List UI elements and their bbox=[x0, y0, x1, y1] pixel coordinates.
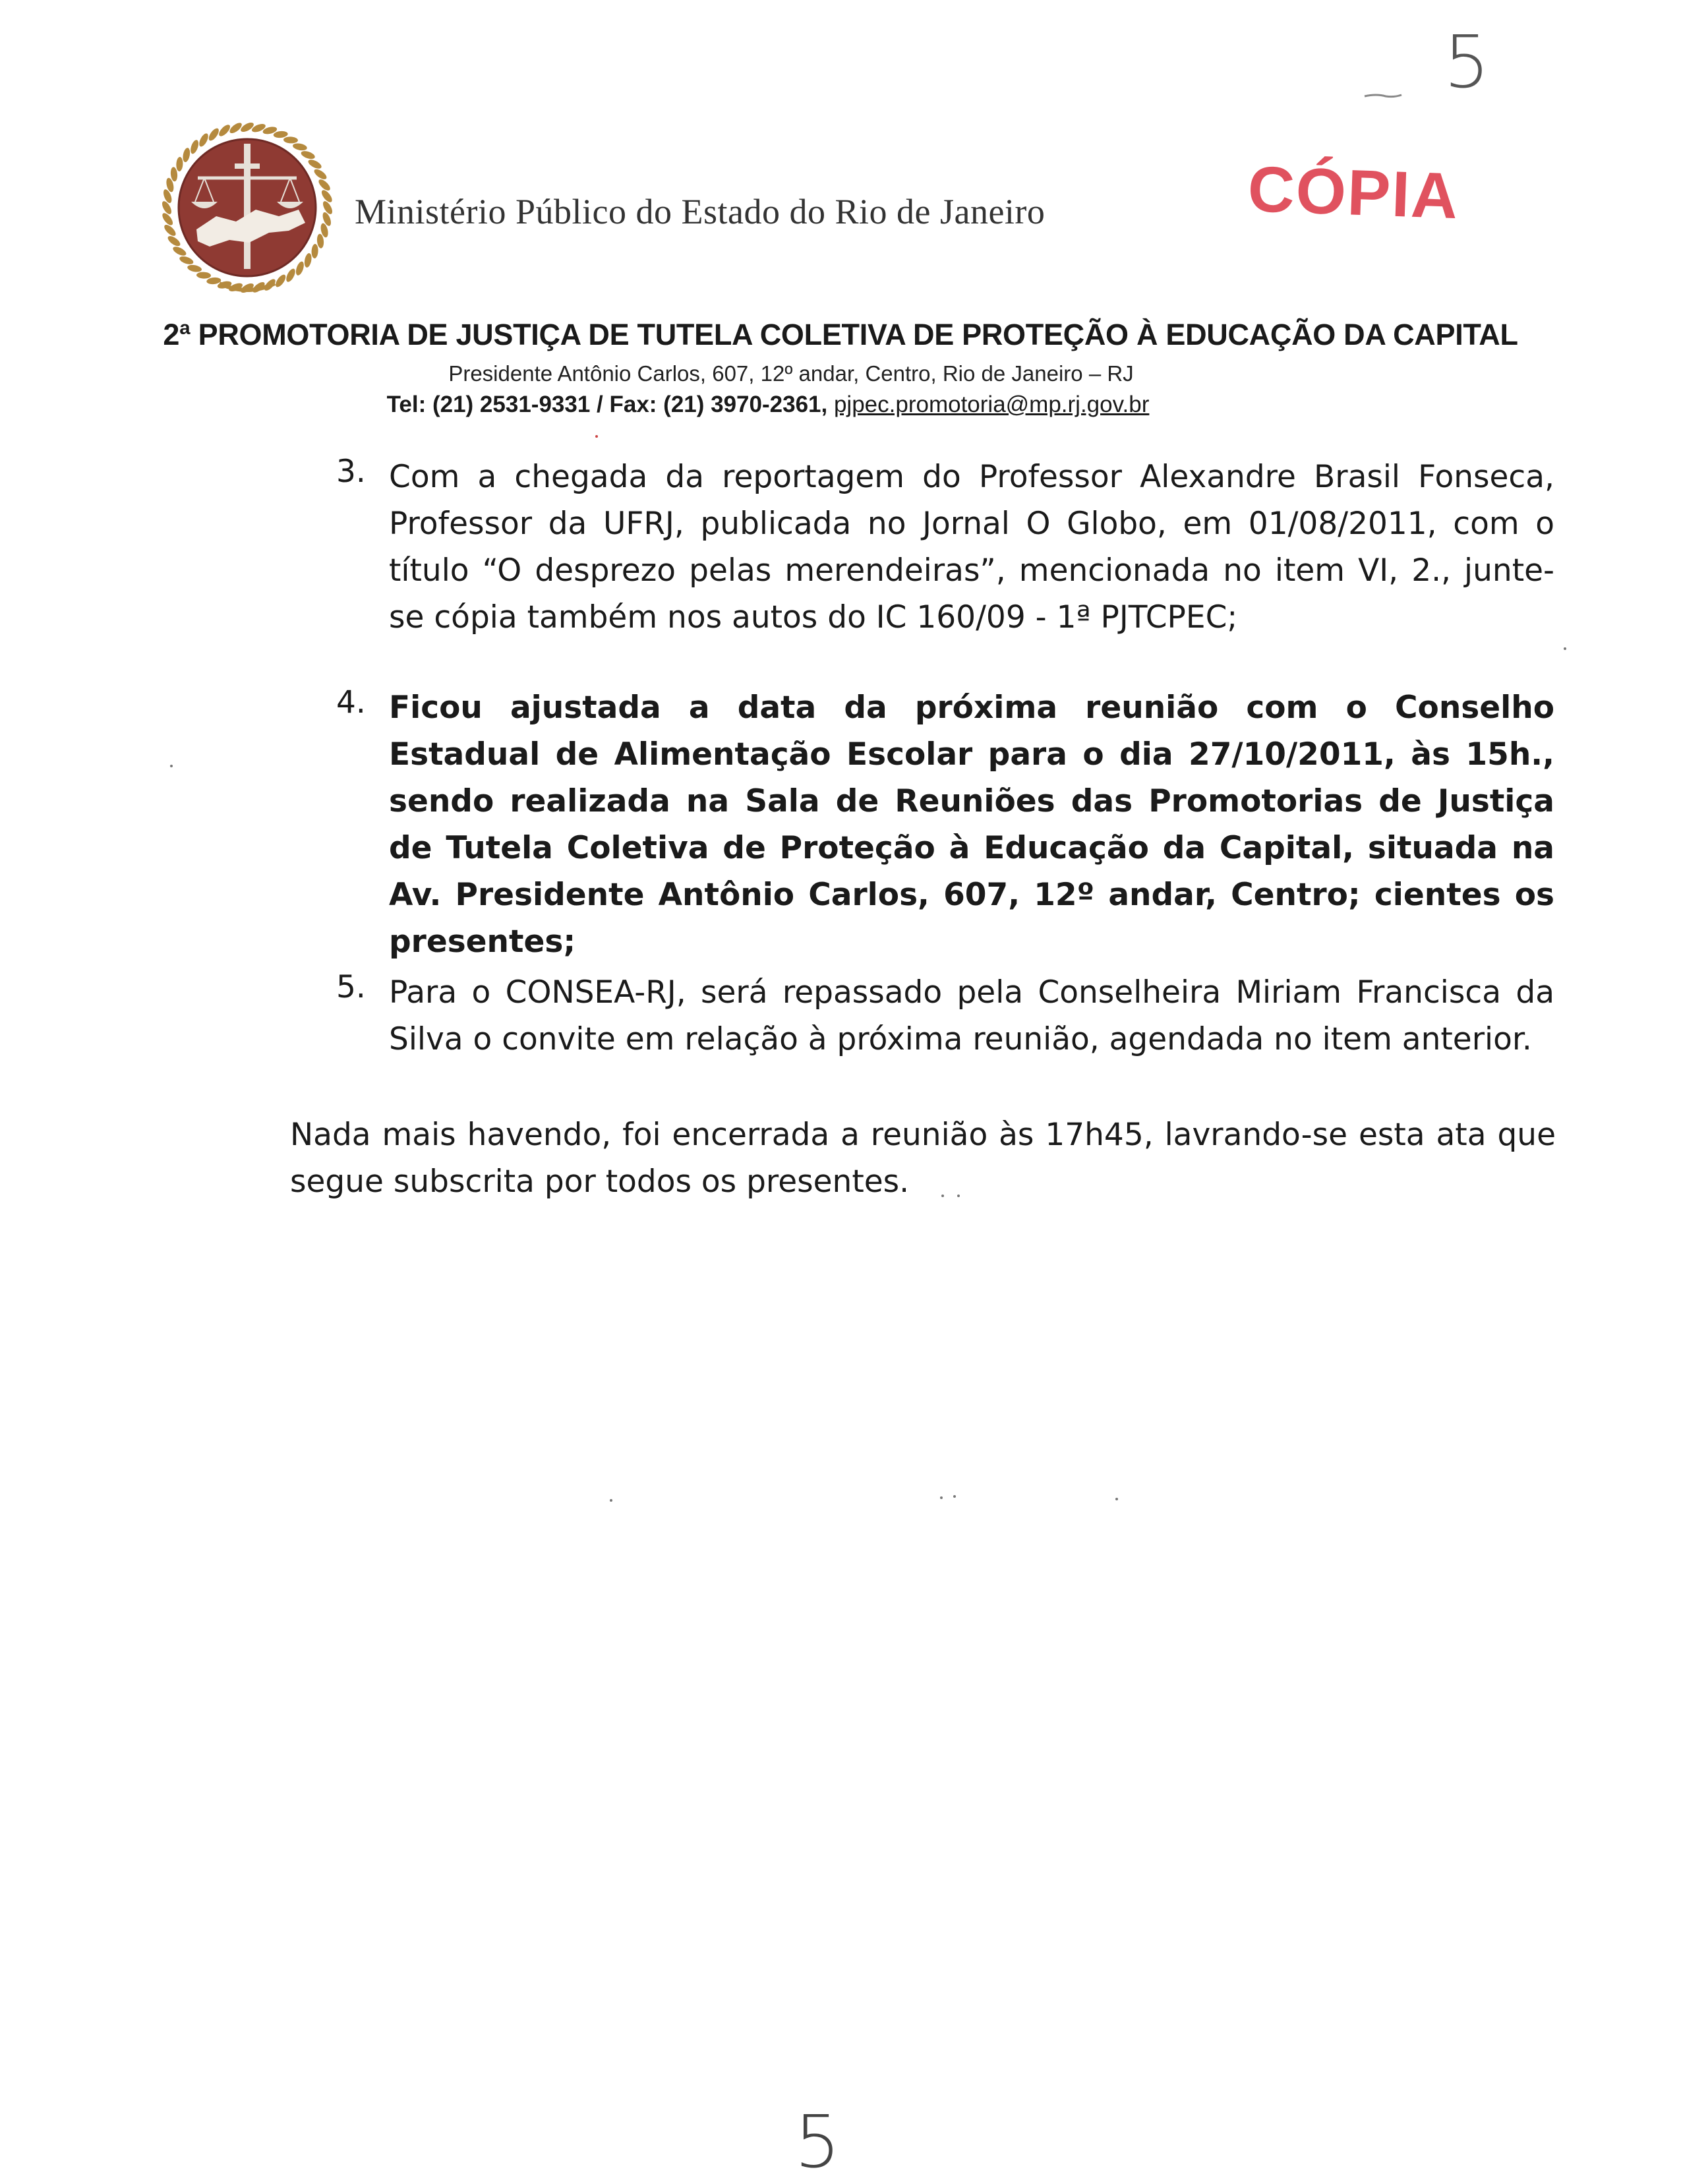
item-number: 3. bbox=[336, 454, 366, 490]
laurel-leaf bbox=[295, 260, 306, 276]
office-address: Presidente Antônio Carlos, 607, 12º andar, Centro, Rio de Janeiro – RJ bbox=[448, 361, 1134, 386]
laurel-leaf bbox=[171, 245, 187, 258]
laurel-leaf bbox=[307, 158, 323, 171]
laurel-leaf bbox=[162, 223, 177, 237]
laurel-leaf bbox=[196, 272, 211, 279]
coat-of-arms-seal-icon bbox=[157, 117, 338, 298]
laurel-leaf bbox=[217, 123, 231, 138]
laurel-leaf bbox=[283, 136, 298, 144]
laurel-leaf bbox=[316, 233, 324, 249]
scan-speck bbox=[1564, 647, 1566, 650]
laurel-leaf bbox=[166, 234, 182, 248]
laurel-leaf bbox=[285, 268, 297, 283]
page-number-handwritten-top: 5 bbox=[1444, 20, 1490, 104]
scan-speck bbox=[1115, 1498, 1118, 1500]
scan-speck bbox=[170, 765, 173, 767]
scan-speck bbox=[941, 1195, 944, 1197]
laurel-leaf bbox=[198, 132, 210, 148]
scan-speck bbox=[595, 435, 598, 438]
laurel-leaf bbox=[206, 277, 221, 285]
scan-speck bbox=[953, 1495, 956, 1498]
laurel-leaf bbox=[160, 212, 174, 227]
laurel-leaf bbox=[187, 264, 202, 273]
office-contact bbox=[0, 392, 1536, 418]
laurel-leaf bbox=[311, 244, 318, 258]
laurel-leaf bbox=[228, 121, 243, 134]
item-number: 5. bbox=[336, 969, 366, 1005]
laurel-leaf bbox=[274, 273, 287, 289]
item-number: 4. bbox=[336, 684, 366, 721]
laurel-leaf bbox=[176, 157, 183, 171]
laurel-leaf bbox=[273, 131, 288, 138]
laurel-leaf bbox=[160, 200, 173, 216]
item-text: Para o CONSEA-RJ, será repassado pela Conselheira Miriam Francisca da Silva o convite em relação à próxima reunião, agendada no item anterior. bbox=[389, 974, 1554, 1057]
laurel-leaf bbox=[292, 142, 307, 152]
scan-speck bbox=[957, 1195, 960, 1197]
email-link[interactable]: pjpec.promotoria@mp.rj.gov.br bbox=[833, 392, 1150, 417]
scan-speck bbox=[940, 1496, 943, 1499]
ministry-name: Ministério Público do Estado do Rio de Janeiro bbox=[355, 192, 1046, 231]
laurel-leaf bbox=[320, 189, 334, 204]
laurel-leaf bbox=[239, 121, 255, 134]
item-text: Com a chegada da reportagem do Professor Alexandre Brasil Fonseca, Professor da UFRJ, publicada no Jornal O Globo, em 01/08/2011, com o título “O desprezo pelas merendeiras”, mencionada no item VI, 2., junte-se cópia também nos autos do IC 160/09 - 1ª PJTCPEC; bbox=[389, 459, 1554, 635]
laurel-leaf bbox=[207, 127, 221, 142]
laurel-leaf bbox=[182, 147, 191, 162]
closing-paragraph: Nada mais havendo, foi encerrada a reunião às 17h45, lavrando-se esta ata que segue subscrita por todos os presentes. bbox=[290, 1117, 1556, 1200]
pen-mark bbox=[1363, 92, 1403, 99]
laurel-leaf bbox=[189, 139, 200, 155]
laurel-leaf bbox=[312, 167, 328, 181]
phone-fax: Tel: (21) 2531-9331 / Fax: (21) 3970-2361, bbox=[386, 392, 834, 417]
office-title: 2ª PROMOTORIA DE JUSTIÇA DE TUTELA COLETIVA DE PROTEÇÃO À EDUCAÇÃO DA CAPITAL bbox=[163, 318, 1518, 351]
laurel-leaf bbox=[303, 252, 312, 268]
laurel-leaf bbox=[170, 167, 178, 182]
page-number-handwritten-bottom: 5 bbox=[794, 2100, 840, 2184]
laurel-leaf bbox=[317, 177, 332, 192]
copy-stamp: CÓPIA bbox=[1247, 152, 1461, 233]
laurel-leaf bbox=[300, 150, 316, 161]
item-text: Ficou ajustada a data da próxima reunião com o Conselho Estadual de Alimentação Escolar para o dia 27/10/2011, às 15h., sendo realizada na Sala de Reuniões das Promotorias de Justiça de Tutela Coletiva de Proteção à Educação da Capital, situada na Av. Presidente Antônio Carlos, 607, 12º andar, Centro; cientes os presentes; bbox=[389, 690, 1554, 960]
laurel-leaf bbox=[321, 200, 334, 216]
scan-speck bbox=[610, 1499, 612, 1502]
laurel-leaf bbox=[179, 255, 194, 266]
